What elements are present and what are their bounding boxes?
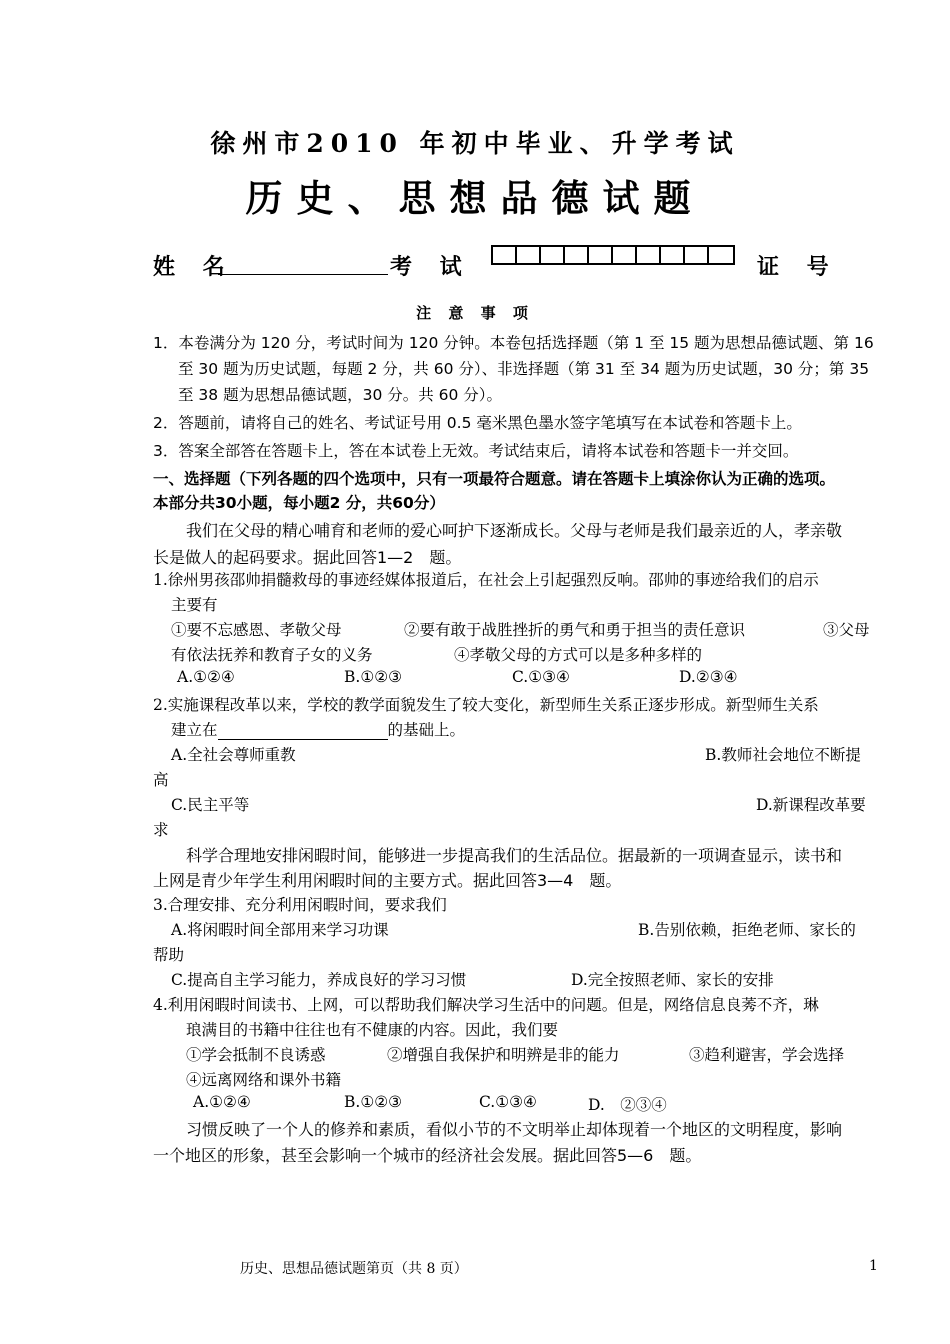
q3-option-b-line1: B.告别依赖，拒绝老师、家长的 xyxy=(638,921,856,939)
exam-id-boxes xyxy=(491,245,735,265)
cert-label: 证 号 xyxy=(757,255,839,280)
notice-item-1-line1: 1．本卷满分为 120 分，考试时间为 120 分钟。本卷包括选择题（第 1 至 15 题为思想品德试题、第 16 xyxy=(153,334,874,352)
q1-statement-3b: 有依法抚养和教育子女的义务 xyxy=(171,646,373,664)
q3-option-a: A.将闲暇时间全部用来学习功课 xyxy=(171,921,389,939)
q1-option-b: B.①②③ xyxy=(344,668,403,686)
q1-statement-2: ②要有敢于战胜挫折的勇气和勇于担当的责任意识 xyxy=(404,621,746,639)
q2-stem-post: 的基础上。 xyxy=(387,721,466,739)
q4-statement-3: ③趋利避害，学会选择 xyxy=(689,1046,845,1064)
q2-stem-pre: 建立在 xyxy=(171,721,218,739)
name-label: 姓 名 xyxy=(153,255,235,280)
section-heading-line2: 本部分共30小题，每小题2 分，共60分） xyxy=(153,494,445,512)
q2-option-c: C.民主平等 xyxy=(171,796,250,814)
q2-option-b-line2: 高 xyxy=(153,771,169,789)
q3-stem: 3.合理安排、充分利用闲暇时间，要求我们 xyxy=(153,896,447,914)
exam-title: 徐州市2010 年初中毕业、升学考试 xyxy=(210,129,740,158)
footer-text: 历史、思想品德试题第页（共 8 页） xyxy=(240,1261,468,1277)
q1-statement-3a: ③父母 xyxy=(823,621,870,639)
notice-item-1-line3: 至 38 题为思想品德试题，30 分。共 60 分）。 xyxy=(178,386,503,404)
q4-option-b: B.①②③ xyxy=(344,1093,403,1111)
q3-option-b-line2: 帮助 xyxy=(153,946,185,964)
notice-heading: 注 意 事 项 xyxy=(416,304,534,322)
q4-stem-line1: 4.利用闲暇时间读书、上网，可以帮助我们解决学习生活中的问题。但是，网络信息良莠不齐，琳 xyxy=(153,996,819,1014)
q4-option-c: C.①③④ xyxy=(479,1093,537,1111)
q1-option-c: C.①③④ xyxy=(512,668,570,686)
q1-option-a: A.①②④ xyxy=(177,668,235,686)
q3-option-d: D.完全按照老师、家长的安排 xyxy=(571,971,774,989)
q2-option-d-line2: 求 xyxy=(153,821,169,839)
q3-option-c: C.提高自主学习能力，养成良好的学习习惯 xyxy=(171,971,467,989)
passage-2-line1: 科学合理地安排闲暇时间，能够进一步提高我们的生活品位。据最新的一项调查显示，读书和 xyxy=(186,846,843,865)
q2-option-b-line1: B.教师社会地位不断提 xyxy=(705,746,861,764)
q1-statement-1: ①要不忘感恩、孝敬父母 xyxy=(171,621,342,639)
q4-statement-4: ④远离网络和课外书籍 xyxy=(186,1071,342,1089)
q2-stem-line2 xyxy=(171,718,465,740)
q1-option-d: D.②③④ xyxy=(679,668,738,686)
q1-stem-line1: 1.徐州男孩邵帅捐髓救母的事迹经媒体报道后，在社会上引起强烈反响。邵帅的事迹给我们的启示 xyxy=(153,571,819,589)
notice-item-2: 2．答题前，请将自己的姓名、考试证号用 0.5 毫米黑色墨水签字笔填写在本试卷和答题卡上。 xyxy=(153,414,802,432)
passage-2-line2: 上网是青少年学生利用闲暇时间的主要方式。据此回答3—4 题。 xyxy=(153,871,622,890)
notice-item-3: 3．答案全部答在答题卡上，答在本试卷上无效。考试结束后，请将本试卷和答题卡一并交回。 xyxy=(153,442,799,460)
q2-option-a: A.全社会尊师重教 xyxy=(171,746,296,764)
q4-option-a: A.①②④ xyxy=(193,1093,251,1111)
q4-stem-line2: 琅满目的书籍中往往也有不健康的内容。因此，我们要 xyxy=(186,1021,559,1039)
q1-stem-line2: 主要有 xyxy=(171,596,218,614)
q4-option-d: D. ②③④ xyxy=(588,1096,667,1114)
q2-answer-blank xyxy=(218,724,388,740)
page-number: 1 xyxy=(869,1258,878,1274)
name-underline xyxy=(218,274,388,275)
q2-stem-line1: 2.实施课程改革以来，学校的教学面貌发生了较大变化，新型师生关系正逐步形成。新型师生关系 xyxy=(153,696,819,714)
q1-statement-4: ④孝敬父母的方式可以是多种多样的 xyxy=(454,646,703,664)
passage-1-line1: 我们在父母的精心哺育和老师的爱心呵护下逐渐成长。父母与老师是我们最亲近的人，孝亲敬 xyxy=(186,521,843,540)
q4-statement-1: ①学会抵制不良诱惑 xyxy=(186,1046,326,1064)
passage-3-line1: 习惯反映了一个人的修养和素质，看似小节的不文明举止却体现着一个地区的文明程度，影响 xyxy=(186,1120,843,1139)
notice-item-1-line2: 至 30 题为历史试题，每题 2 分，共 60 分）、非选择题（第 31 至 34 题为历史试题，30 分；第 35 xyxy=(178,360,870,378)
exam-label: 考 试 xyxy=(390,255,472,280)
passage-3-line2: 一个地区的形象，甚至会影响一个城市的经济社会发展。据此回答5—6 题。 xyxy=(153,1146,702,1165)
passage-1-line2: 长是做人的起码要求。据此回答1—2 题。 xyxy=(153,548,462,567)
section-heading-line1: 一、选择题（下列各题的四个选项中，只有一项最符合题意。请在答题卡上填涂你认为正确的选项。 xyxy=(153,470,836,488)
q4-statement-2: ②增强自我保护和明辨是非的能力 xyxy=(387,1046,620,1064)
subject-title: 历史、思想品德试题 xyxy=(245,177,705,220)
q2-option-d-line1: D.新课程改革要 xyxy=(756,796,866,814)
